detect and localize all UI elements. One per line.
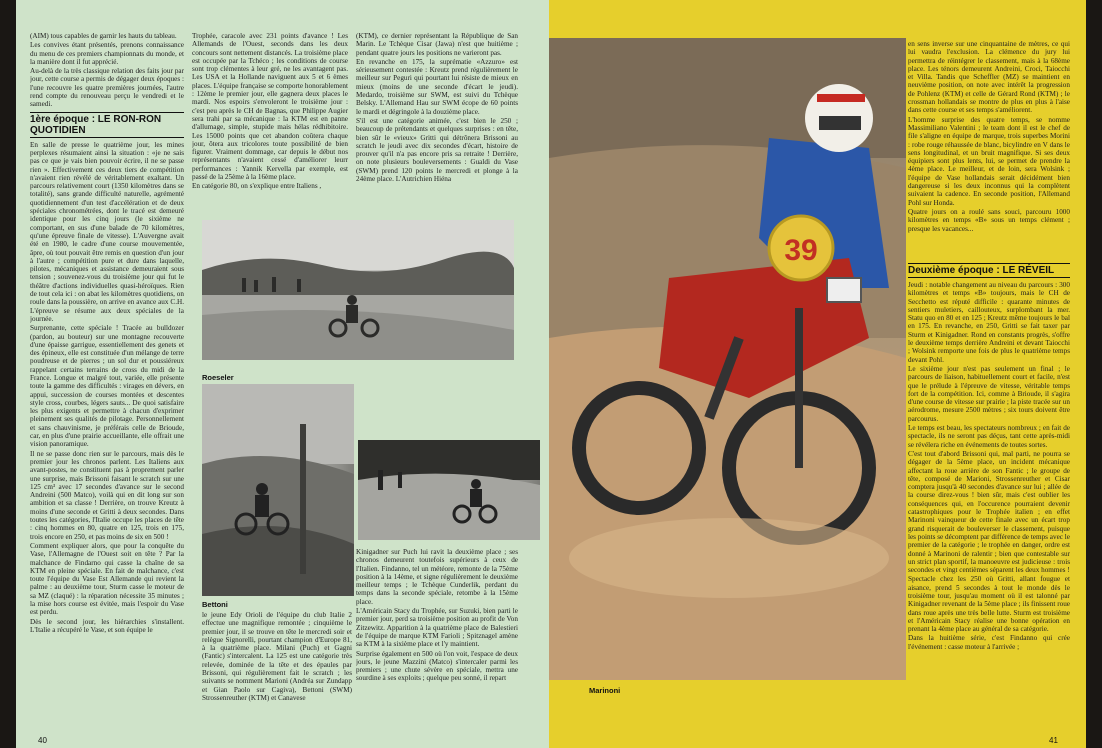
body-paragraph: Surprise également en 500 où l'on voit, l'espace de deux jours, le jeune Mazzini (Matco) s'intercaler parmi les premiers ; une chute sévère en spéciale, mettra une sourdine à ses exploits ; quelque peu sonné, il repart bbox=[356, 649, 518, 683]
body-paragraph: En revanche en 175, la suprématie «Azzuro» est sérieusement contestée : Kreutz prend régulièrement le meilleur sur Peguri qui pourtant lui résiste de mieux en mieux (moins de une seconde d'écart le jeudi). Medardo, troisième sur SWM, est suivi du Tchèque Belsky. L'Allemand Hau sur SWM écope de 60 points le mardi et dégringole à la douzième place. bbox=[356, 57, 518, 116]
body-paragraph: (KTM), ce dernier représentant la République de San Marin. Le Tchèque Cisar (Jawa) n'est que huitième ; pendant quatre jours les positions ne varieront pas. bbox=[356, 32, 518, 57]
photo-rider-39-image bbox=[549, 38, 906, 680]
body-paragraph: Surprenante, cette spéciale ! Tracée au bulldozer (pardon, au bouteur) sur une montagne recouverte d'une épaisse garrigue, essentiellement des genets et des épineux, elle est constituée d'un mélange de terre poudreuse et de pierres ; un sol dur et poussiéreux rappelant certains terrains de cross du midi de la France. Longue et malgré tout, variée, elle présente toute la gamme des difficultés : virages en dévers, en appui, succession de courses montées et descentes style cross, courbes, légers sauts... De quoi satisfaire les plus exigents et permettre à chacun d'exprimer pleinement ses qualités de pilotage. Personnellement et sans chauvinisme, je préférais celle de Brioude, car, en plus d'une prairie accueillante, elle offrait une vision panoramique. bbox=[30, 324, 184, 449]
section-heading-first-epoch: 1ère époque : LE RON-RON QUOTIDIEN bbox=[30, 112, 184, 138]
intro-paragraph: (AIM) tous capables de garnir les hauts du tableau. bbox=[30, 32, 177, 40]
left-column-2-bottom bbox=[202, 611, 352, 736]
intro-paragraph: Au-delà de la très classique relation des faits jour par jour, cette course a permis de dégager deux époques : l'une recouvre les quatre premières journées, l'autre rend compte du renouveau perçu le vendredi et le samedi. bbox=[30, 67, 184, 109]
photo-rider-dry-terrain-image bbox=[358, 440, 540, 540]
photo-roeseler-image bbox=[202, 384, 354, 596]
right-column-bottom bbox=[908, 260, 1070, 734]
body-paragraph: Il ne se passe donc rien sur le parcours, mais dès le premier jour les chronos parlent. Les Italiens aux avant-postes, ne constituent pas à proprement parler une surprise, mais Brissoni faisant le scratch sur une 125 cm³ avec 17 secondes d'avance sur le second Andreini (500 Matco), voilà qui en dit long sur son ambition et sa classe ! Derrière, on trouve Kreutz à moins d'une seconde et Gritti à deux secondes. Dans toutes les catégories, l'Italie occupe les places de tête : cinq hommes en 80, quatre en 125, trois en 175, trois encore en 250, et pas moins de six en 500 ! bbox=[30, 449, 184, 541]
section-heading-second-epoch: Deuxième époque : LE RÉVEIL bbox=[908, 263, 1070, 278]
left-column-3-top bbox=[356, 32, 518, 216]
photo-caption-marinoni: Marinoni bbox=[589, 686, 621, 695]
body-paragraph: Le temps est beau, les spectateurs nombreux ; en fait de spectacle, ils ne seront pas déçus, tant cette après-midi se révélera riche en événements de toutes sortes. bbox=[908, 424, 1070, 449]
photo-riders-track bbox=[202, 220, 514, 360]
photo-rider-39-jump bbox=[549, 38, 906, 680]
intro-paragraph: Les convives étant présentés, prenons connaissance du menu de ces premiers championnats du monde, et la manière dont il fut apprécié. bbox=[30, 41, 184, 66]
body-paragraph: Spectacle chez les 250 où Gritti, allant fougue et aisance, prend 5 secondes à tout le monde dès le troisième tour, jusqu'au moment où il est talonné par Kinigadner revenant de la 5ème place ; ils finissent roue dans roue après une très belle lutte. Sturm est troisième et l'Américain Stacy réalise une bonne opération en prenant la 4ème place au général de sa catégorie. bbox=[908, 575, 1070, 634]
left-column-3-bottom bbox=[356, 548, 518, 738]
photo-caption-bettoni: Bettoni bbox=[202, 600, 228, 609]
page-number-left: 40 bbox=[38, 736, 47, 745]
body-paragraph: Kinigadner sur Puch lui ravit la deuxième place ; ses chronos demeurent toutefois supérieurs à ceux de l'Italien. Findanno, tel un météore, remonte de la 75ème position à la 14ème, et signe régulièrement le deuxième meilleur temps ; le Tchèque Cunderlik, perdant du temps dans la seconde spéciale, retombe à la 15ème place. bbox=[356, 548, 518, 606]
right-column-top bbox=[908, 40, 1070, 266]
photo-riders-track-image bbox=[202, 220, 514, 360]
left-column-2-top bbox=[192, 32, 348, 216]
rider-number-plate: 39 bbox=[784, 234, 818, 267]
photo-roeseler bbox=[202, 384, 354, 596]
body-paragraph: Comment expliquer alors, que pour la conquête du Vase, l'Allemagne de l'Ouest soit en tête ? Par la malchance de Findarno qui casse la chaîne de sa KTM en pleine spéciale. En fait de malchance, c'est toute l'équipe du Vase Est Allemande qui revient la palme : au deuxième tour, Sturm casse le moteur de sa MZ (claqué) : la réparation nécessite 35 minutes ; la mise hors course est évitée, mais l'espoir du Vase est perdu. bbox=[30, 541, 184, 617]
body-paragraph: En salle de presse le quatrième jour, les mines perplexes résumaient ainsi la situation : «je ne sais pas ce que je vais bien pouvoir écrire, il ne se passe rien ». Effectivement ces deux tiers de compétition n'avaient rien révélé de véritablement exaltant. Un parcours relativement court (1350 kilomètres dans se totalité), sans grande difficulté naturelle, agrémenté quotidiennement d'un test d'accélération et de deux spéciales chronométrées, dont le tracé est demeuré identique pour les cinq jours (le sixième ne comportant, en sus d'une balade de 70 kilomètres, qu'une épreuve finale de vitesse). L'Auvergne avait été en 1980, le cadre d'une course mouvementée, âpre, où tout pouvait être remis en question d'un jour à l'autre ; compétition pure et dure dans laquelle, pilotes, mécaniques et assistance demeuraient sous tension ; souvenez-vous du troisième jour qui fut le théâtre d'actions individuelles quasi-héroïques. Rien de tout cela ici : on abat les kilomètres quotidiens, on roule dans la poussière, on arrive en avance aux C.H. L'épreuve se résume aux deux spéciales de la journée. bbox=[30, 140, 184, 323]
body-paragraph: en sens inverse sur une cinquantaine de mètres, ce qui lui vaudra l'exclusion. La clémence du jury lui permettra de réintégrer le classement, mais à la 68ème place. Les ténors demeurent Andreini, Croci, Taiocchi et Villa. Tandis que Scheffler (MZ) se maintient en neuvième position, on note avec intérêt la progression de Pohlenz (KTM) et celle de Gérard Rond (KTM) ; le crossman hollandais se montre de plus en plus à l'aise dans cette course et ses temps s'améliorent. bbox=[908, 40, 1070, 115]
body-paragraph: L'homme surprise des quatre temps, se nomme Massimiliano Valentini ; le team dont il est le chef de file s'aligne en équipe de marque, trois superbes Morini : robe rouge réhaussée de blanc, bicylindre en V dans le sens longitudinal, et un bruit magnifique. Si ses deux équipiers sont plus lents, lui, se permet de prendre la 4ème place. Le meilleur, et de loin, sera Wolsink ; l'équipe de Vase hollandais serait décidément bien dangereuse si les deux inconnus qui la complètent suivaient la cadence. En seconde position, l'Allemand Pohl sur Honda. bbox=[908, 115, 1070, 207]
body-paragraph: Trophée, caracole avec 231 points d'avance ! Les Allemands de l'Ouest, seconds dans les deux concours sont nettement distancés. La troisième place est occupée par la Tchéco ; les conditions de course sont trop clémentes à leur gré, ne les avantagent pas. Les USA et la Hollande naviguent aux 5 et 6 èmes places. L'équipe française se comporte honorablement : 12ème le premier jour, elle gagnera deux places le mardi. Nos espoirs s'envoleront le troisième jour : c'est peu après le CH de Bagnas, que Philippe Augier sera trahi par sa mécanique : la KTM est en panne d'allumage, simple, stupide mais hélas rédhibitoire. Les 15000 points que cet abandon coûtera chaque jour, ôtera aux tricolores toute possibilité de bien figurer. Vraiment dommage, car depuis le début nos représentants n'avaient cessé d'améliorer leurr performances : Yannik Kervella par exemple, est passé de la 25ème à la 16ème place. bbox=[192, 32, 348, 182]
body-paragraph: S'il est une catégorie animée, c'est bien le 250 ; beaucoup de prétendants et quelques surprises : en tête, bien sûr le «vieux» Gritti qui détrônera Brissoni au scratch le jeudi avec dix secondes d'écart, histoire de prouver qu'il n'a pas encore pris sa retraite ! Derrière, on note plusieurs bouleversements : Gualdi du Vase (SWM) prend 120 points le mercredi et plonge à la 24ème place. L'Autrichien Hiéna bbox=[356, 116, 518, 184]
photo-caption-roeseler: Roeseler bbox=[202, 373, 234, 382]
left-column-1 bbox=[30, 32, 184, 734]
body-paragraph: Dans la huitième série, c'est Findanno qui crée l'événement : casse moteur à l'arrivée ; bbox=[908, 634, 1070, 651]
body-paragraph: Jeudi : notable changement au niveau du parcours : 300 kilomètres et temps «B» toujours, mais le CH de Secchetto est réputé difficile : quarante minutes de sentiers muletiers, caillouteux, surplombant la mer. Statu quo en 80 et en 125 ; Kreutz même toujours le bal en 175. En revanche, en 250, Gritti se fait taxer par Sturm et Kinigadner. Rond en constants progrès, s'offre le deuxième temps derrière Andreini et devant Taiocchi ; Wolsink remporte une fois de plus le quatrième temps devant Pohl. bbox=[908, 281, 1070, 364]
body-paragraph: L'Américain Stacy du Trophée, sur Suzuki, bien parti le premier jour, perd sa troisième position au profit de Von Zitzewitz. Apparition à la quatrième place de Balestieri de l'équipe de marque KTM Farioli ; Spitznagel amène sa KTM à la sixième place et l'y maintient. bbox=[356, 607, 518, 649]
body-paragraph: Quatre jours on a roulé sans souci, parcouru 1000 kilomètres en temps «B» sous un temps clément ; presque les vacances... bbox=[908, 207, 1070, 233]
body-paragraph: le jeune Edy Orioli de l'équipe du club Italie 2 effectue une magnifique remontée ; cinquième le premier jour, il se trouve en tête le mercredi soir et relègue Signorelli, pourtant champion d'Europe 81, à la quatrième place. Milani (Puch) et Gagni (Fantic) s'intercalent. La 125 est une catégorie très relevée, dominée de la tête et des épaules par Brissoni, qui régulièrement fait le scratch ; les suivants se nomment Marioni (Andréa sur Zundapp et Gian Paolo sur Cagiva), Bettoni (SWM) Strossenreuther (KTM) et Canavese bbox=[202, 611, 352, 702]
body-paragraph: Dès le second jour, les hiérarchies s'installent. L'Italie a récupéré le Vase, et son équipe le bbox=[30, 617, 184, 634]
page-number-right: 41 bbox=[1049, 736, 1058, 745]
right-page bbox=[549, 0, 1086, 748]
body-paragraph: Le sixième jour n'est pas seulement un final ; le parcours de liaison, habituellement court et facile, n'est que le prélude à l'épreuve de vitesse, véritable temps fort de la compétition. Ici, comme à Brioude, il s'agira d'une course de vitesse sur prairie ; la piste tracée sur un aérodrome, mesure 2500 mètres ; six tours doivent être parcourus. bbox=[908, 364, 1070, 423]
body-paragraph: C'est tout d'abord Brissoni qui, mal parti, ne pourra se dégager de la 5ème place, un incident mécanique affectant la roue arrière de son Fantic ; le groupe de tête, composé de Marioni, Strossenreuther et Cisar comptera jusqu'à 40 secondes d'avance sur lui ; allée de la course direz-vous ! bien sûr, mais c'est oublier les conséquences qui, en l'occurence pourraient devenir catastrophiques pour le Trophée italien ; en effet Marinoni vainqueur de cette finale avec un écart trop grand risquerait de bouleverser le classement, puisque les points se décomptent par différence de temps avec le premier de la catégorie ; le trophée en danger, ordre est donné à Marinoni de ralentir ; bien que contestable sur un strict plan sportif, la manoeuvre est judicieuse : trois secondes et vingt centièmes séparent les deux hommes ! bbox=[908, 449, 1070, 575]
photo-rider-dry-terrain bbox=[358, 440, 540, 540]
left-page bbox=[16, 0, 549, 748]
body-paragraph: En catégorie 80, on s'explique entre Italiens , bbox=[192, 182, 322, 191]
